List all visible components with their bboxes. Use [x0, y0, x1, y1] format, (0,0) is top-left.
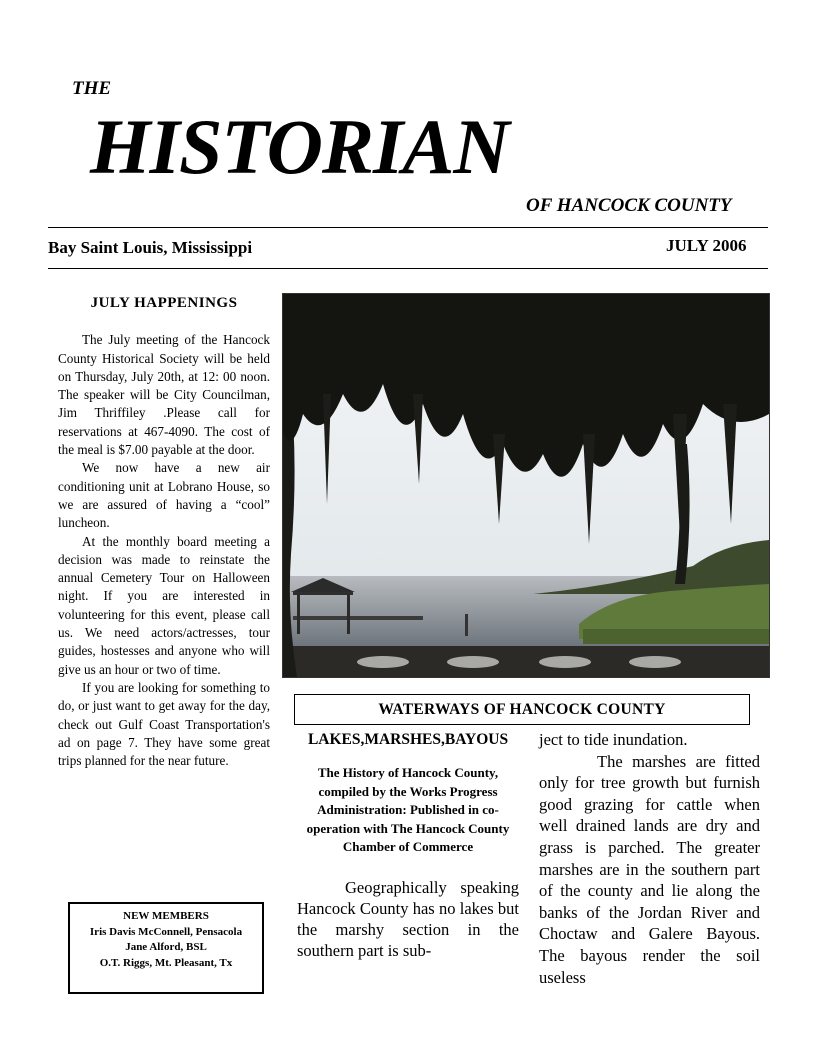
location-line: Bay Saint Louis, Mississippi	[48, 238, 253, 257]
waterways-paragraph: The marshes are fitted only for tree growth but furnish good grazing for cattle when well drained lands are dry and grass is parched. The greater marshes are in the southern part of the county and lie along the banks of the Jordan River and Choctaw and Galere Bayous. The bayous render the soil useless	[539, 751, 760, 987]
waterways-column-2	[539, 729, 760, 988]
july-happenings-column	[58, 294, 270, 770]
bay-photograph	[282, 293, 770, 678]
july-happenings-heading: JULY HAPPENINGS	[90, 295, 238, 311]
header-rule-bottom	[48, 268, 768, 269]
new-member-name: Jane Alford, BSL	[125, 941, 207, 953]
waterways-paragraph: Geographically speaking Hancock County has no lakes but the marshy section in the southern part is sub-	[297, 877, 519, 961]
happenings-paragraph: At the monthly board meeting a decision was made to reinstate the annual Cemetery Tour on Halloween night. If you are interested in volunteering for this event, please call us. We need actors/actresses, tour guides, hostesses and anyone who will give us an hour or two of time.	[58, 533, 270, 677]
waterways-banner: WATERWAYS OF HANCOCK COUNTY	[294, 694, 750, 725]
new-member-name: Iris Davis McConnell, Pensacola	[89, 925, 243, 938]
masthead-title: HISTORIAN	[90, 103, 509, 190]
issue-date: JULY 2006	[666, 236, 747, 255]
new-members-box	[68, 902, 264, 994]
source-citation: The History of Hancock County, compiled by the Works Progress Administration: Published in co-operation with The Hancock County Chamber of Commerce	[306, 765, 510, 854]
happenings-paragraph: We now have a new air conditioning unit at Lobrano House, so we are assured of having a “cool” luncheon.	[58, 460, 270, 531]
waterways-paragraph-continued: ject to tide inundation.	[539, 730, 688, 749]
happenings-paragraph: The July meeting of the Hancock County Historical Society will be held on Thursday, July 20th, at 12: 00 noon. The speaker will be City Councilman, Jim Thriffiley .Please call for reservations at 467-4090. The cost of the meal is $7.00 payable at the door.	[58, 332, 270, 458]
happenings-paragraph: If you are looking for something to do, or just want to get away for the day, check out Gulf Coast Transportation's ad on page 7. They have some great trips planned for the near future.	[58, 679, 270, 769]
header-rule-top	[48, 227, 768, 228]
new-members-heading: NEW MEMBERS	[123, 910, 209, 922]
masthead-subtitle: OF HANCOCK COUNTY	[526, 195, 732, 216]
lakes-marshes-heading: LAKES,MARSHES,BAYOUS	[307, 731, 509, 748]
new-member-name: O.T. Riggs, Mt. Pleasant, Tx	[99, 956, 233, 969]
waterways-column-1	[297, 729, 519, 962]
masthead-the: THE	[72, 78, 112, 99]
